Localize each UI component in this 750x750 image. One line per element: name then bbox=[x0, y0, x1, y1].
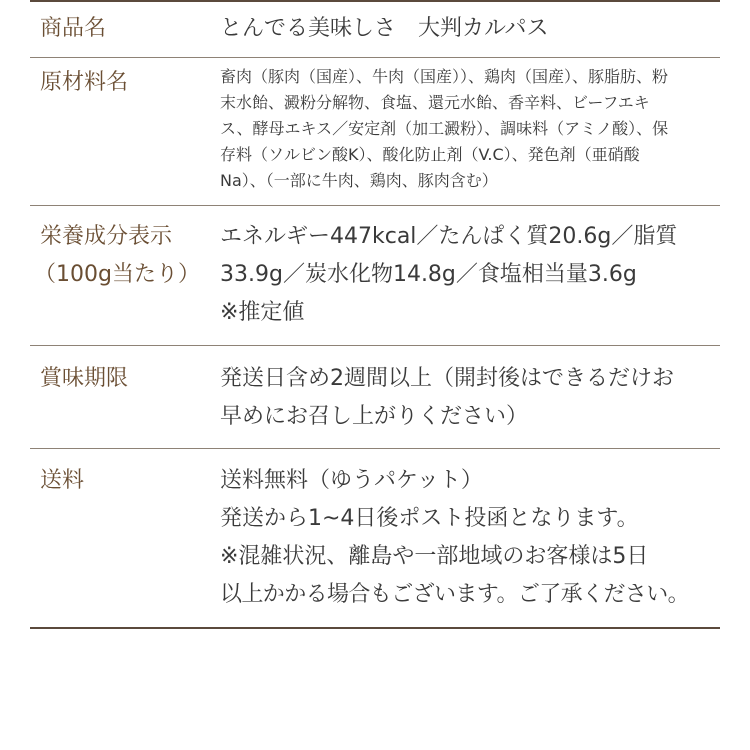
value-line: 末水飴、澱粉分解物、食塩、還元水飴、香辛料、ビーフエキ bbox=[220, 93, 650, 112]
value-line: 以上かかる場合もございます。ご了承ください。 bbox=[220, 582, 690, 607]
row-divider bbox=[30, 345, 720, 346]
label-line: 商品名 bbox=[40, 16, 107, 41]
label-line: 栄養成分表示 bbox=[40, 224, 173, 249]
value-line: 畜肉（豚肉（国産）、牛肉（国産））、鶏肉（国産）、豚脂肪、粉 bbox=[220, 67, 669, 86]
label-line: 送料 bbox=[40, 468, 85, 493]
value-line: 早めにお召し上がりください） bbox=[220, 404, 529, 429]
label-line: （100g当たり） bbox=[34, 262, 200, 287]
value-line: エネルギー447kcal／たんぱく質20.6g／脂質 bbox=[220, 224, 678, 249]
value-line: ※混雑状況、離島や一部地域のお客様は5日 bbox=[220, 544, 649, 569]
value-line: 発送日含め2週間以上（開封後はできるだけお bbox=[220, 366, 674, 391]
value-line: 33.9g／炭水化物14.8g／食塩相当量3.6g bbox=[220, 262, 637, 287]
value-line: 発送から1~4日後ポスト投函となります。 bbox=[220, 506, 639, 531]
value-line: Na）、（一部に牛肉、鶏肉、豚肉含む） bbox=[220, 171, 498, 190]
value-line: 存料（ソルビン酸K）、酸化防止剤（V.C）、発色剤（亜硝酸 bbox=[220, 145, 640, 164]
value-line: とんでる美味しさ 大判カルパス bbox=[220, 16, 549, 41]
label-line: 原材料名 bbox=[40, 70, 129, 95]
value-line: 送料無料（ゆうパケット） bbox=[220, 468, 483, 493]
value-best-before bbox=[220, 360, 720, 436]
value-shipping bbox=[220, 462, 720, 614]
label-product-name bbox=[40, 10, 106, 48]
row-divider bbox=[30, 205, 720, 206]
label-nutrition bbox=[34, 218, 200, 294]
label-ingredients bbox=[40, 64, 128, 102]
top-rule bbox=[30, 0, 720, 2]
bottom-rule bbox=[30, 627, 720, 629]
row-divider bbox=[30, 448, 720, 449]
label-line: 賞味期限 bbox=[40, 366, 129, 391]
value-ingredients bbox=[220, 64, 720, 194]
value-line: ス、酵母エキス／安定剤（加工澱粉）、調味料（アミノ酸）、保 bbox=[220, 119, 669, 138]
value-line: ※推定値 bbox=[220, 300, 305, 325]
value-nutrition bbox=[220, 218, 720, 332]
label-shipping bbox=[40, 462, 84, 500]
row-divider bbox=[30, 57, 720, 58]
value-product-name bbox=[220, 10, 720, 48]
label-best-before bbox=[40, 360, 128, 398]
